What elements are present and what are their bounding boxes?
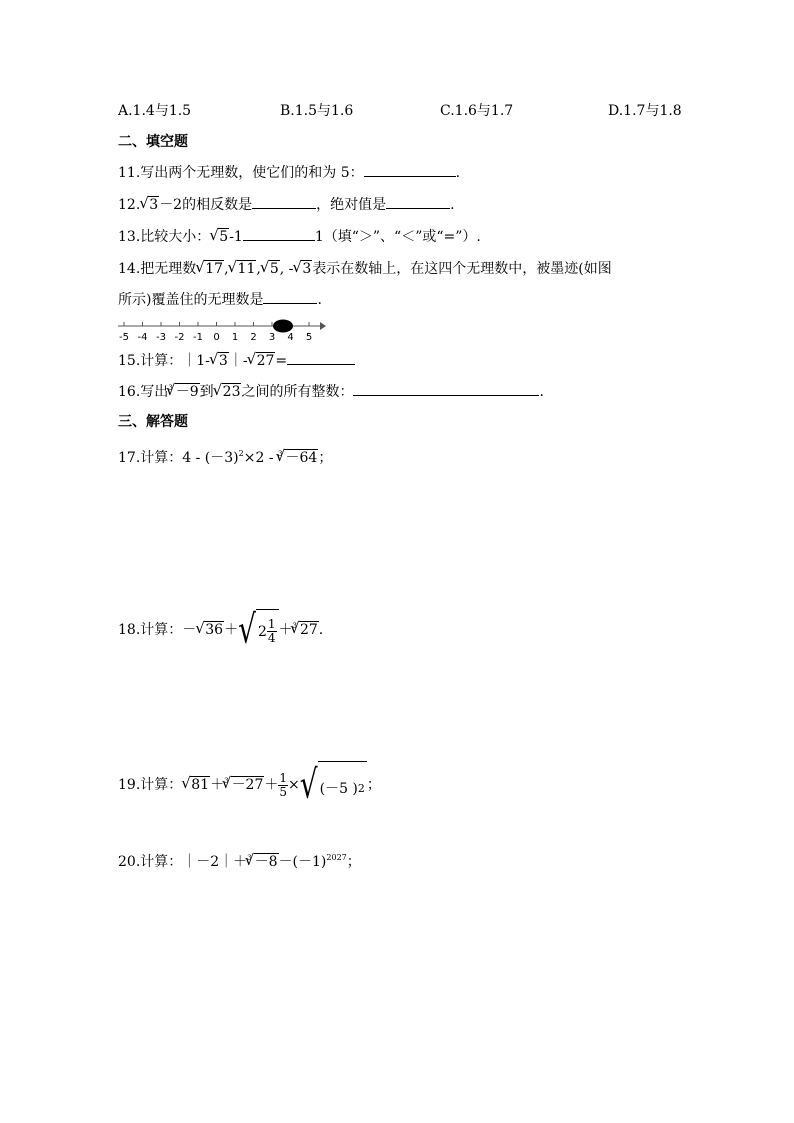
section-title-solve: 三、解答题 <box>118 414 188 430</box>
option-c: C.1.6与1.7 <box>440 103 514 119</box>
tick-label: -1 <box>193 332 203 343</box>
q19-end: ； <box>366 777 381 793</box>
q18-end: . <box>318 622 324 638</box>
cube-root-index: 3 <box>247 854 252 862</box>
tick-label: -4 <box>137 332 148 343</box>
question-20 <box>118 848 361 872</box>
q19-exponent: 2 <box>357 781 365 795</box>
fraction: $\frac{1}{4}$ <box>267 617 276 645</box>
mixed-number-whole: 2 <box>257 623 267 640</box>
q12-text: －2的相反数是 <box>159 197 253 213</box>
q13-expr: -1 <box>229 229 243 245</box>
big-sqrt-symbol: √ (－5 ) 2 <box>300 761 367 810</box>
q15-answer-blank[interactable] <box>287 350 355 365</box>
tick-label: 5 <box>305 332 313 343</box>
q12-number: 12. <box>118 197 141 213</box>
tick-label: 4 <box>287 332 294 343</box>
question-16 <box>118 378 544 402</box>
q13-answer-blank[interactable] <box>243 226 315 241</box>
cbrt-symbol: √ －64 <box>276 448 318 468</box>
sqrt-symbol: √ 5 <box>261 259 280 279</box>
q19-text: 19.计算： <box>118 777 183 793</box>
sqrt-symbol: √ 3 <box>293 259 312 279</box>
ink-blot <box>273 320 293 333</box>
sqrt-symbol: √ 3 <box>140 195 159 215</box>
sqrt-symbol: √ 23 <box>214 382 242 402</box>
q12-text-mid: ，绝对值是 <box>316 197 387 213</box>
question-18: 18.计算：－√ 36＋ √ 2 $\frac{1}{4}$ ＋$^3$√ 27. <box>118 606 323 648</box>
tick-label: -3 <box>156 332 166 343</box>
q16-text: 16.写出 <box>118 384 169 400</box>
option-b: B.1.5与1.6 <box>280 103 354 119</box>
q16-text-post: 之间的所有整数： <box>241 384 354 400</box>
q18-text: 18.计算：－ <box>118 622 197 638</box>
fraction: $\frac{1}{5}$ <box>279 770 288 799</box>
q20-text: 20.计算：｜－2｜＋ <box>118 854 248 870</box>
q15-text-mid: ｜- <box>228 353 248 369</box>
cbrt-symbol: √ －9 <box>167 382 200 402</box>
axis-arrow <box>320 322 326 330</box>
q14-text-mid: 表示在数轴上，在这四个无理数中，被墨迹(如图 <box>312 261 612 277</box>
sqrt-symbol: √ 11 <box>229 259 257 279</box>
q17-exponent: 2 <box>238 449 244 458</box>
q12-blank-absolute[interactable] <box>386 194 450 209</box>
question-14: 14.把无理数√ 17,√ 11,√ 5, -√ 3表示在数轴上，在这四个无理数中，被墨迹(如图 <box>118 259 612 279</box>
q16-text-mid: 到 <box>199 384 214 400</box>
q14-answer-blank[interactable] <box>263 289 317 304</box>
cbrt-symbol: √ －8 <box>246 852 279 872</box>
question-13 <box>118 226 481 247</box>
question-11 <box>118 162 460 183</box>
sqrt-symbol: √ 27 <box>248 351 276 371</box>
q11-end: . <box>455 165 461 181</box>
cube-root-index: 3 <box>278 450 283 458</box>
sqrt-symbol: √ 3 <box>210 351 229 371</box>
tick-label: 3 <box>268 332 276 343</box>
number-line-figure <box>114 316 334 346</box>
question-17 <box>118 444 332 468</box>
sqrt-symbol: √ 17 <box>196 259 224 279</box>
q20-exponent: 2027 <box>326 853 347 862</box>
q13-text: 13.比较大小： <box>118 229 211 245</box>
q16-answer-blank[interactable] <box>353 381 539 396</box>
cube-root-index: 3 <box>168 384 173 392</box>
q15-equals: = <box>275 353 288 369</box>
q12-blank-opposite[interactable] <box>252 194 316 209</box>
option-a: A.1.4与1.5 <box>118 103 192 119</box>
q17-text: 17.计算：4 - (－3) <box>118 450 239 466</box>
tick-label: 0 <box>213 332 220 343</box>
question-12 <box>118 194 455 215</box>
q16-end: . <box>539 384 544 400</box>
q20-end: ； <box>346 854 361 870</box>
cbrt-symbol: √ －27 <box>223 764 265 806</box>
q11-text: 11.写出两个无理数，使它们的和为 5： <box>118 165 364 181</box>
q14-end: . <box>317 292 322 308</box>
q17-text-mid: ×2 - <box>243 450 279 466</box>
tick-label: 2 <box>250 332 257 343</box>
question-15 <box>118 350 355 371</box>
q14-text-line2: 所示)覆盖住的无理数是 <box>118 292 264 308</box>
q20-text-mid: －(－1) <box>278 854 327 870</box>
tick-label: -2 <box>174 332 185 343</box>
q11-answer-blank[interactable] <box>364 162 456 177</box>
question-14-line2 <box>118 289 322 310</box>
cube-root-index: 3 <box>292 622 297 630</box>
tick-label: 1 <box>231 332 239 343</box>
cube-root-index: 3 <box>224 777 229 785</box>
q14-text: 14.把无理数 <box>118 261 197 277</box>
question-19: 19.计算：√ 81＋$^3$√ －27＋ $\frac{1}{5}$ × √ (－5 ) 2 ； <box>118 760 381 804</box>
sqrt-symbol: √ 5 <box>210 227 229 247</box>
tick-label: -5 <box>119 332 129 343</box>
sqrt-symbol: √ 81 <box>182 764 210 806</box>
option-d: D.1.7与1.8 <box>608 103 682 119</box>
big-sqrt-symbol: √ 2 $\frac{1}{4}$ <box>238 609 278 652</box>
q15-text: 15.计算：｜1- <box>118 353 210 369</box>
q17-end: ； <box>318 450 333 466</box>
q13-text-post: 1（填“＞”、“＜”或“=”）. <box>314 229 481 245</box>
cbrt-symbol: √ 27 <box>291 610 319 650</box>
section-title-fill-blank: 二、填空题 <box>118 134 188 150</box>
sqrt-symbol: √ 36 <box>196 610 224 650</box>
q19-radicand: (－5 ) <box>319 780 358 797</box>
q12-end: . <box>450 197 455 213</box>
